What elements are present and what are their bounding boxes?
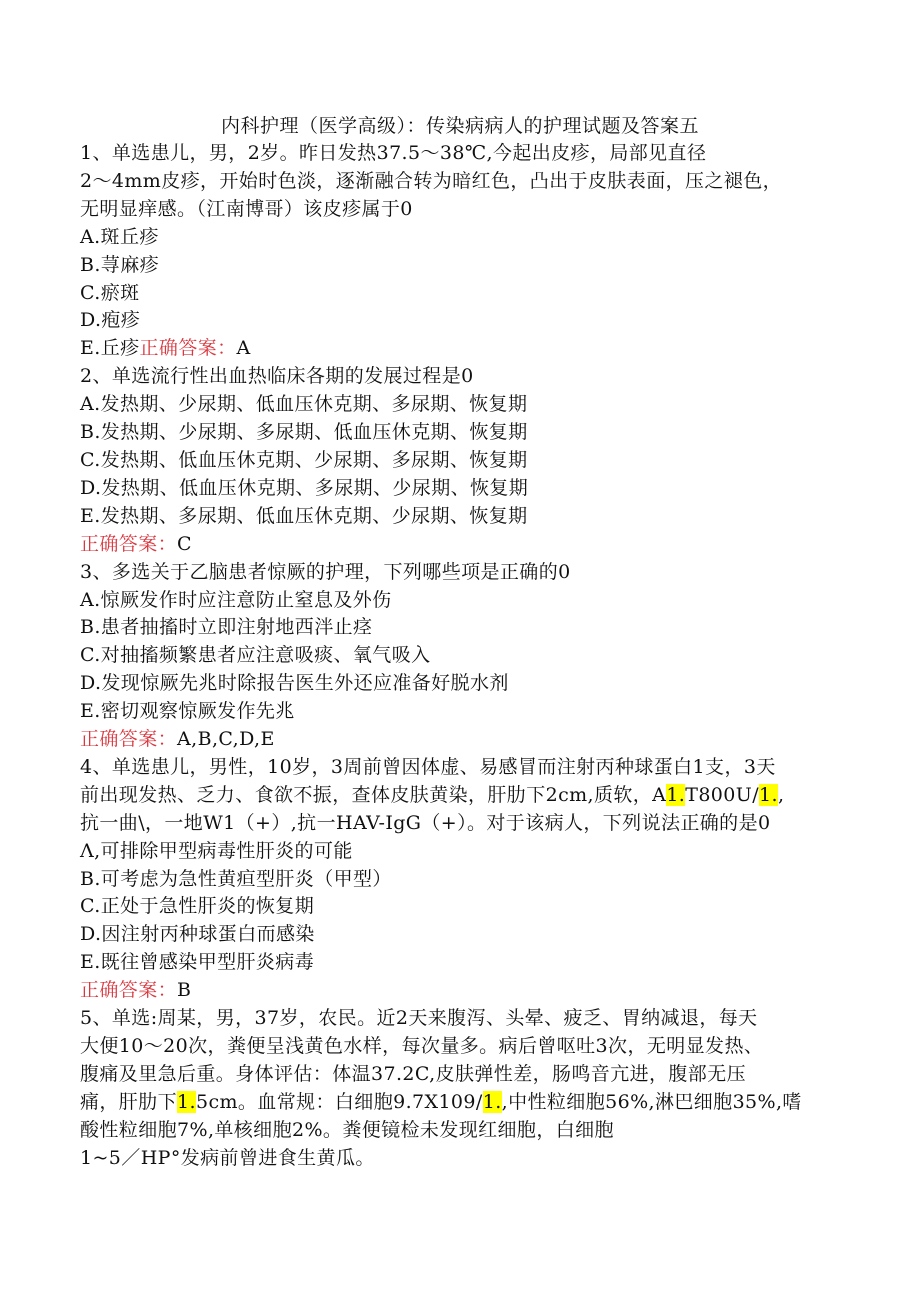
answer-label: 正确答案： [80,728,178,751]
q2-answer: C [177,532,192,555]
q5-stem-line-2: 大便10～20次，粪便呈浅黄色水样，每次量多。病后曾呕吐3次，无明显发热、 [80,1035,764,1057]
q3-option-c: C.对抽搐频繁患者应注意吸痰、氧气吸入 [80,644,431,667]
q4-stem-line-2 [80,782,840,810]
q2-option-c: C.发热期、低血压休克期、少尿期、多尿期、恢复期 [80,448,528,471]
q4-stem-line-2-part-a: 前出现发热、乏力、食欲不振，查体皮肤黄染，肝肋下2cm,质软，A [80,783,667,806]
highlight-mark: 1. [177,1090,196,1113]
document-body [80,140,840,1173]
q1-stem-line-2: 2～4mm皮疹，开始时色淡，逐渐融合转为暗红色，凸出于皮肤表面，压之褪色， [80,169,783,192]
highlight-mark: 1. [482,1090,502,1113]
q3-option-a: A.惊厥发作时应注意防止窒息及外伤 [80,588,392,611]
q3-answer: A,B,C,D,E [177,728,275,751]
q2-answer-line [80,531,840,559]
q4-stem-line-1: 4、单选患儿，男性，10岁，3周前曾因体虚、易感冒而注射丙种球蛋白1支，3天 [80,755,776,778]
q5-stem-line-4 [80,1089,840,1117]
q4-option-a: Λ,可排除甲型病毒性肝炎的可能 [80,839,353,862]
q5-stem-line-5: 酸性粒细胞7%,单核细胞2%。粪便镜检未发现红细胞，白细胞 [80,1118,614,1141]
q1-option-a: A.斑丘疹 [80,225,159,248]
q3-option-b: B.患者抽搐时立即注射地西泮止痉 [80,616,373,639]
q4-option-e: E.既往曾感染甲型肝炎病毒 [80,951,315,974]
q5-stem-line-1: 5、单选:周某，男，37岁，农民。近2天来腹泻、头晕、疲乏、胃纳减退，每天 [80,1007,758,1030]
q2-option-d: D.发热期、低血压休克期、多尿期、少尿期、恢复期 [80,476,529,499]
q5-stem-line-4-part-a: 痛，肝肋下 [80,1090,178,1113]
q2-stem: 2、单选流行性出血热临床各期的发展过程是0 [80,365,474,388]
q1-option-b: B.荨麻疹 [80,253,160,276]
q1-option-c: C.瘀斑 [80,281,140,304]
highlight-mark: 1. [666,783,686,806]
q4-option-b: B.可考虑为急性黄疸型肝炎（甲型） [80,867,392,890]
q5-stem-line-6: 1~5／HP°发病前曾进食生黄瓜。 [80,1146,375,1169]
q2-option-e: E.发热期、多尿期、低血压休克期、少尿期、恢复期 [80,504,528,527]
q3-stem: 3、多选关于乙脑患者惊厥的护理，下列哪些项是正确的0 [80,560,571,583]
answer-label: 正确答案： [80,979,178,1002]
q4-stem-line-3: 抗一曲\，一地W1（+）,抗一HAV-IgG（+）。对于该病人，下列说法正确的是0 [80,811,771,834]
q1-option-e-with-answer [80,335,840,363]
q1-option-e: E.丘疹 [80,337,140,360]
highlight-mark: 1. [759,783,778,806]
q5-stem-line-4-part-b: 5cm。血常规：白细胞9.7X109/ [195,1090,483,1113]
q5-stem-line-3: 腹痛及里急后重。身体评估：体温37.2C,皮肤弹性差，肠鸣音亢进，腹部无压 [80,1062,747,1085]
q1-answer: A [236,337,251,360]
q4-stem-line-2-part-b: T800U/ [685,783,760,806]
q3-option-d: D.发现惊厥先兆时除报告医生外还应准备好脱水剂 [80,672,509,695]
q2-option-b: B.发热期、少尿期、多尿期、低血压休克期、恢复期 [80,421,528,444]
q3-option-e: E.密切观察惊厥发作先兆 [80,700,295,723]
q1-stem-line-1: 1、单选患儿，男，2岁。昨日发热37.5～38℃,今起出皮疹，局部见直径 [80,142,707,164]
q1-stem-line-3: 无明显痒感。（江南博哥）该皮疹属于0 [80,197,413,220]
q2-option-a: A.发热期、少尿期、低血压休克期、多尿期、恢复期 [80,393,528,416]
q4-answer: B [177,979,192,1002]
q4-stem-line-2-part-c: , [777,783,785,806]
q4-option-c: C.正处于急性肝炎的恢复期 [80,895,315,918]
answer-label: 正确答案： [80,532,178,555]
q5-stem-line-4-part-c: ,中性粒细胞56%,淋巴细胞35%,嗜 [501,1090,802,1113]
q1-option-d: D.疱疹 [80,309,141,332]
q4-answer-line [80,977,840,1005]
page-title: 内科护理（医学高级）：传染病病人的护理试题及答案五 [220,115,699,137]
q4-option-d: D.因注射丙种球蛋白而感染 [80,923,315,946]
q3-answer-line [80,726,840,754]
answer-label: 正确答案： [139,337,237,360]
